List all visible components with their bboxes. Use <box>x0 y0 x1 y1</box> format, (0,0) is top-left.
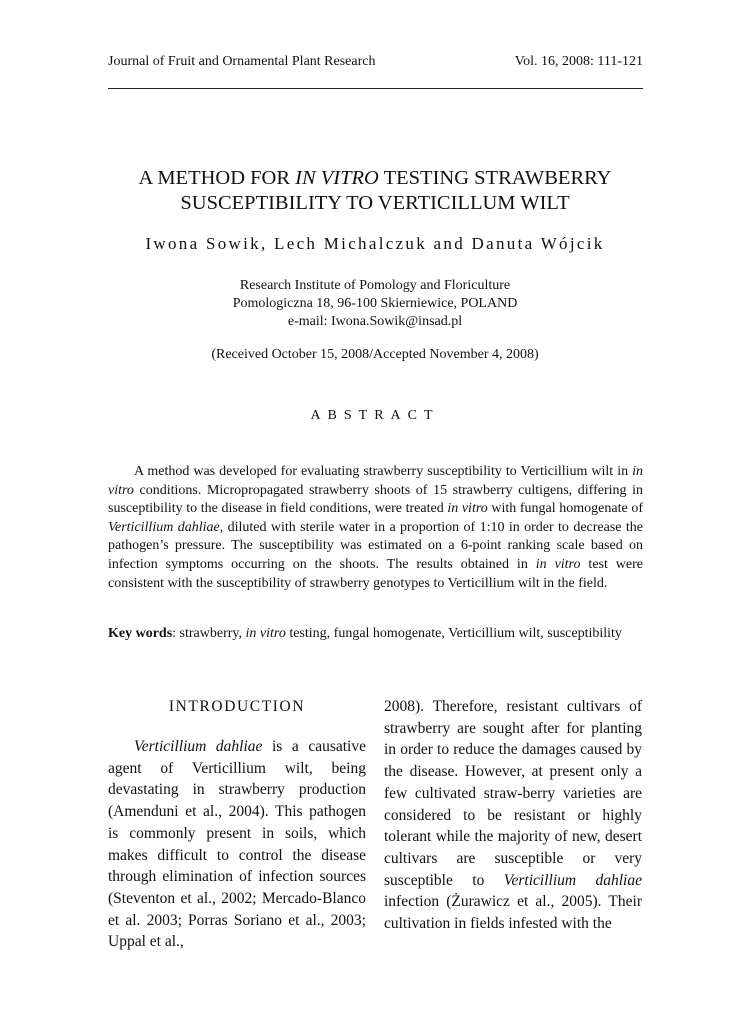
keywords-text-2: testing, fungal homogenate, Verticillium wilt, susceptibility <box>285 626 622 641</box>
abstract-text-3: with fungal homogenate of <box>487 501 643 517</box>
abstract-text-2: conditions. Micropropagated strawberry shoots of 15 strawberry cultigens, differing in susceptibility to the disease in field conditions, were treated <box>108 482 643 517</box>
email: e-mail: Iwona.Sowik@insad.pl <box>287 314 463 329</box>
abstract-text-4: , diluted with sterile water in a proportion of 1:10 in order to decrease the pathogen’s pressure. The susceptibility was estimated on a 6-point ranking scale based on infection symptoms occurring on the shoots. The results obtained in <box>108 519 643 572</box>
title-italic: IN VITRO <box>295 167 379 189</box>
introduction-left-text <box>108 736 366 953</box>
abstract-heading: ABSTRACT <box>310 408 440 423</box>
introduction-right-text <box>384 696 642 935</box>
title-line-2: SUSCEPTIBILITY TO VERTICILLUM WILT <box>180 192 570 214</box>
header-divider <box>108 88 643 89</box>
keywords-italic: in vitro <box>245 626 286 641</box>
abstract-italic-3: Verticillium dahliae <box>108 519 220 535</box>
intro-left-body: is a causative agent of Verticillium wilt, being devastating in strawberry production (Amenduni et al., 2004). This pathogen is commonly present in soils, which makes difficult to control the disease through elimination of infection sources (Steventon et al., 2002; Mercado-Blanco et al. 2003; Porras Soriano et al., 2003; Uppal et al., <box>108 738 366 951</box>
paper-title <box>80 166 670 216</box>
abstract-italic-1: in vitro <box>108 464 643 498</box>
running-header <box>108 54 643 70</box>
title-prefix: A METHOD FOR <box>138 167 296 189</box>
abstract-text-5: test were consistent with the susceptibility of strawberry genotypes to Verticillium wilt in the field. <box>108 556 643 591</box>
keywords <box>108 625 643 644</box>
address: Pomologiczna 18, 96-100 Skierniewice, POLAND <box>232 296 518 311</box>
affiliation <box>80 277 670 331</box>
institute: Research Institute of Pomology and Floriculture <box>239 278 511 293</box>
intro-right-body-1: 2008). Therefore, resistant cultivars of strawberry are sought after for planting in order to reduce the damages caused by the disease. However, at present only a few cultivated straw-berry varieties are considered to be resistant or highly tolerant while the majority of new, desert cultivars are susceptible or very susceptible to <box>384 698 642 889</box>
intro-left-italic: Verticillium dahliae <box>134 738 263 755</box>
abstract-italic-2: in vitro <box>447 501 488 517</box>
received-dates: (Received October 15, 2008/Accepted November 4, 2008) <box>211 347 539 362</box>
journal-name: Journal of Fruit and Ornamental Plant Research <box>108 54 376 69</box>
abstract-body <box>108 463 643 593</box>
left-column <box>108 696 366 953</box>
intro-right-italic: Verticillium dahliae <box>503 871 642 889</box>
abstract-text-1: A method was developed for evaluating strawberry susceptibility to Verticillium wilt in <box>134 464 633 479</box>
volume-info: Vol. 16, 2008: 111-121 <box>514 54 643 69</box>
right-column <box>384 696 642 935</box>
intro-right-body-2: infection (Żurawicz et al., 2005). Their cultivation in fields infested with the <box>384 893 642 933</box>
authors: Iwona Sowik, Lech Michalczuk and Danuta Wójcik <box>145 234 605 253</box>
title-line-1 <box>80 166 670 191</box>
keywords-text-1: : strawberry, <box>172 626 246 641</box>
title-suffix: TESTING STRAWBERRY <box>378 167 612 189</box>
introduction-heading: INTRODUCTION <box>168 698 306 715</box>
keywords-label: Key words <box>108 626 173 641</box>
abstract-italic-4: in vitro <box>535 556 581 572</box>
